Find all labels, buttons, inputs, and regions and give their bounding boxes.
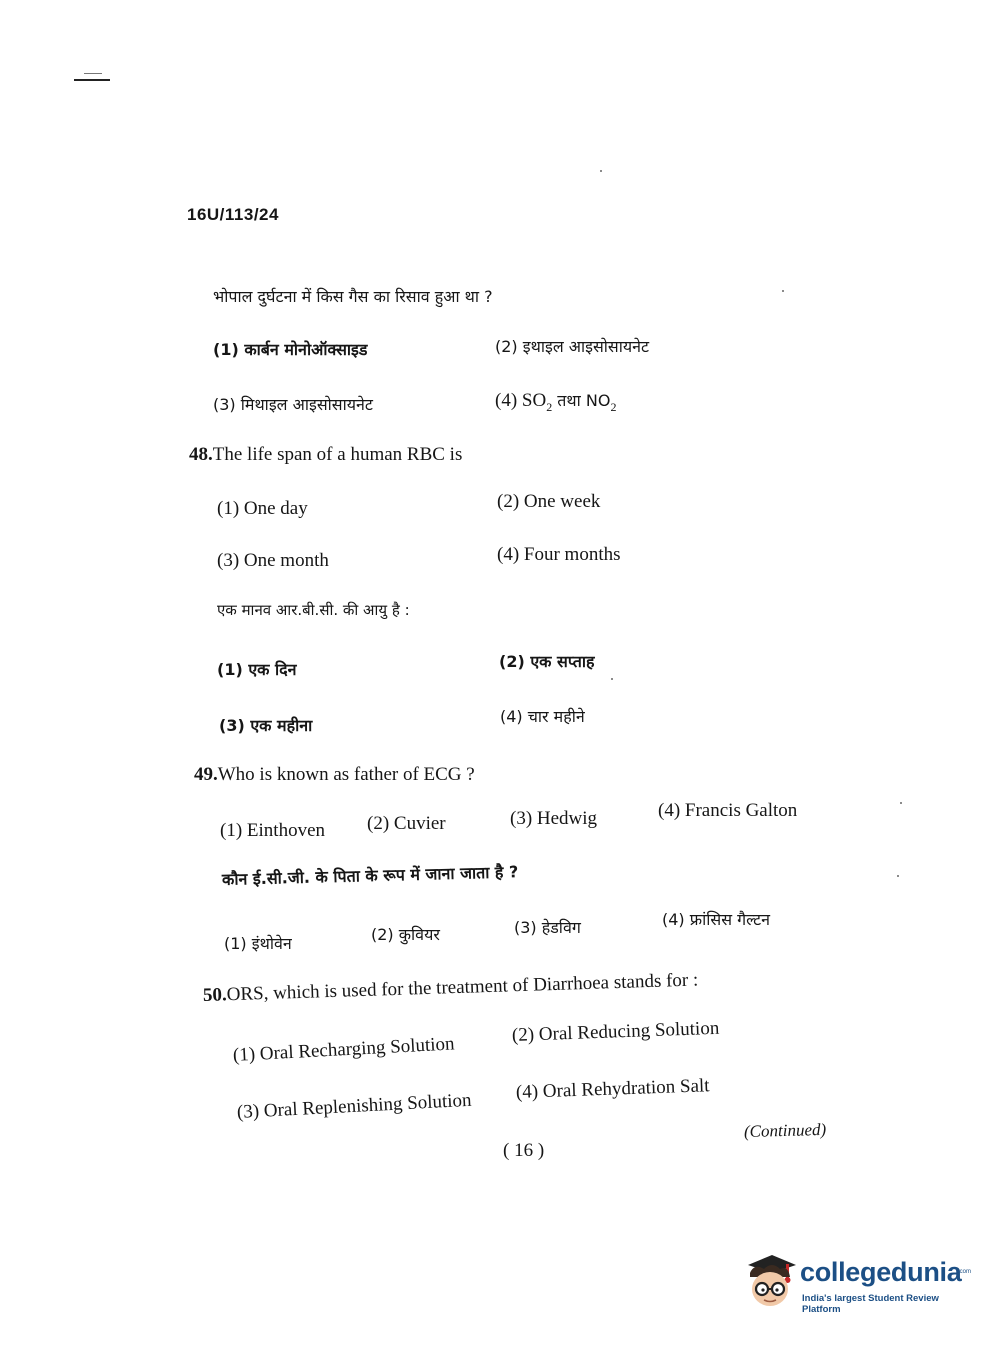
q48-option-2: (2) One week <box>497 491 601 512</box>
q49-option-2: (2) Cuvier <box>367 813 446 834</box>
q50-text: ORS, which is used for the treatment of Diarrhoea stands for : <box>226 969 699 1006</box>
logo-name: collegedunia <box>800 1257 962 1287</box>
q48-option-3: (3) One month <box>217 550 329 571</box>
q48-question <box>189 444 462 466</box>
q48-text: The life span of a human RBC is <box>212 444 463 465</box>
q49-option-4: (4) Francis Galton <box>658 800 798 821</box>
scan-speck <box>897 875 899 877</box>
mascot-icon <box>742 1251 800 1313</box>
q48-number: 48. <box>189 444 213 465</box>
q49-option-1: (1) Einthoven <box>220 820 326 841</box>
q47-option-4-sub-1: 2 <box>546 399 553 414</box>
q47-option-4-prefix: (4) SO <box>495 390 547 411</box>
q48-option-4: (4) Four months <box>497 544 621 565</box>
q48-option-4-hi: (4) चार महीने <box>500 707 585 726</box>
scan-mark <box>84 73 102 74</box>
q49-question <box>194 764 475 786</box>
collegedunia-logo <box>742 1251 972 1315</box>
q49-number: 49. <box>194 764 218 785</box>
q48-option-2-hi: (2) एक सप्ताह <box>499 652 595 671</box>
q49-option-4-hi: (4) फ्रांसिस गैल्टन <box>662 910 771 929</box>
logo-suffix: .com <box>958 1269 972 1275</box>
q50-number: 50. <box>202 984 228 1006</box>
q50-question <box>203 969 699 1007</box>
q48-question-hi: एक मानव आर.बी.सी. की आयु है : <box>217 601 410 619</box>
scan-mark <box>74 79 110 81</box>
q49-question-hi: कौन ई.सी.जी. के पिता के रूप में जाना जाता है ? <box>221 862 519 889</box>
q47-option-2-hi: (2) इथाइल आइसोसायनेट <box>495 337 650 356</box>
scan-speck <box>900 802 902 804</box>
q48-option-1: (1) One day <box>217 498 308 519</box>
q48-option-1-hi: (1) एक दिन <box>217 660 297 679</box>
continued-note: (Continued) <box>743 1119 827 1142</box>
scan-speck <box>782 290 784 292</box>
q47-option-4 <box>495 389 616 415</box>
q47-question-hi: भोपाल दुर्घटना में किस गैस का रिसाव हुआ था ? <box>213 287 493 306</box>
q47-option-3-hi: (3) मिथाइल आइसोसायनेट <box>213 395 373 414</box>
q50-option-3: (3) Oral Replenishing Solution <box>236 1089 473 1123</box>
q47-option-1-hi: (1) कार्बन मोनोऑक्साइड <box>213 340 368 359</box>
q49-option-1-hi: (1) इंथोवेन <box>224 934 292 953</box>
q49-text: Who is known as father of ECG ? <box>217 764 475 785</box>
page-number: ( 16 ) <box>503 1140 545 1161</box>
scan-speck <box>611 678 613 680</box>
q49-option-2-hi: (2) कुवियर <box>371 925 440 944</box>
q47-option-4-mid: तथा NO <box>552 391 611 410</box>
q49-option-3-hi: (3) हेडविग <box>514 918 581 937</box>
paper-code: 16U/113/24 <box>187 205 279 224</box>
q48-option-3-hi: (3) एक महीना <box>219 716 313 735</box>
q50-option-4: (4) Oral Rehydration Salt <box>515 1075 710 1103</box>
q47-option-4-sub-2: 2 <box>610 399 617 414</box>
q49-option-3: (3) Hedwig <box>510 808 598 829</box>
q50-option-2: (2) Oral Reducing Solution <box>511 1017 720 1046</box>
q50-option-1: (1) Oral Recharging Solution <box>232 1033 456 1066</box>
logo-tagline: India's largest Student Review Platform <box>802 1293 939 1315</box>
scan-speck <box>600 170 602 172</box>
